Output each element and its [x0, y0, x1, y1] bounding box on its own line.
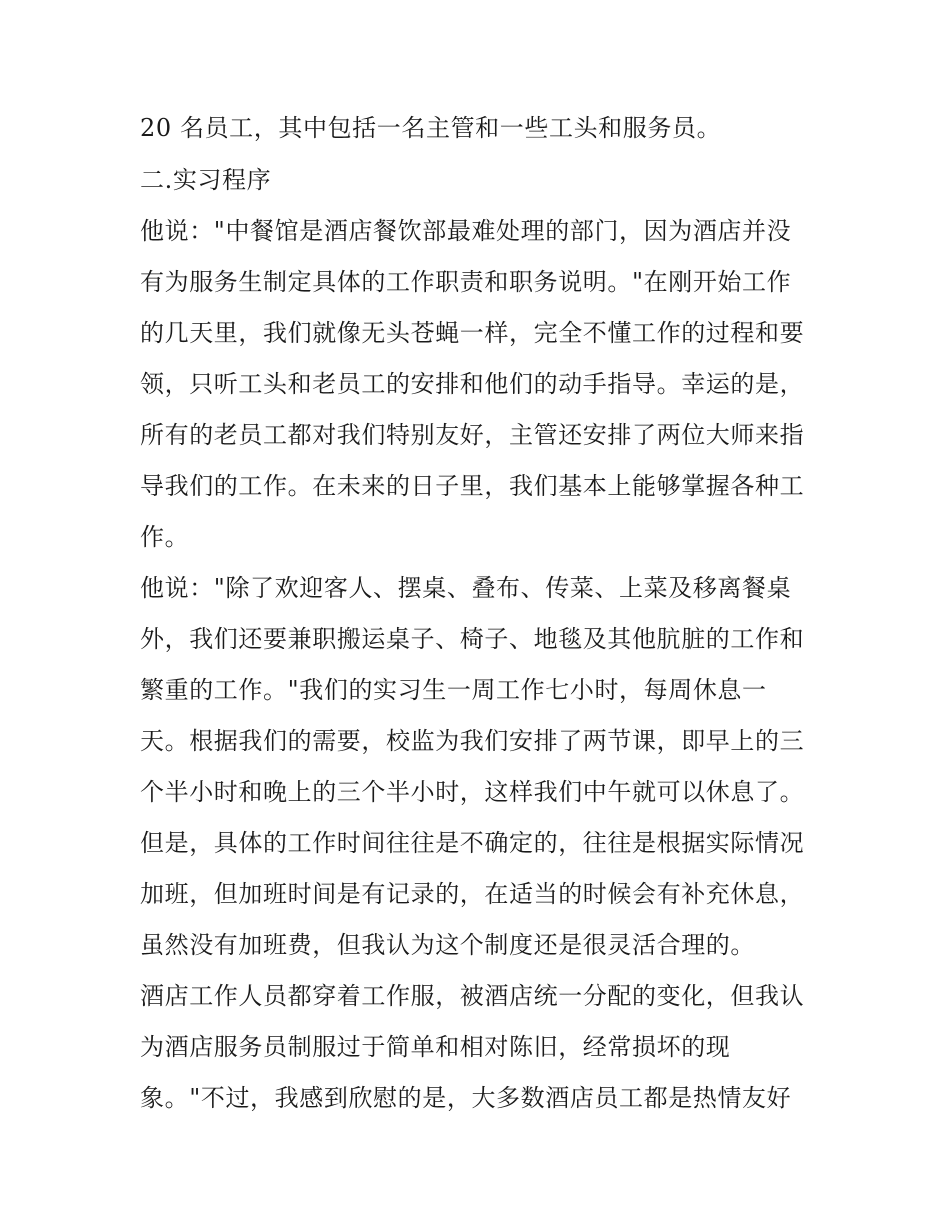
text-line: 的几天里，我们就像无头苍蝇一样，完全不懂工作的过程和要 — [140, 319, 805, 347]
text-line: 他说："除了欢迎客人、摆桌、叠布、传菜、上菜及移离餐桌 — [140, 574, 792, 602]
text-line: 有为服务生制定具体的工作职责和职务说明。"在刚开始工作 — [140, 268, 792, 296]
text-line: 加班，但加班时间是有记录的，在适当的时候会有补充休息， — [140, 880, 805, 908]
text-line: 繁重的工作。"我们的实习生一周工作七小时，每周休息一 — [140, 676, 767, 704]
text-line: 领，只听工头和老员工的安排和他们的动手指导。幸运的是， — [140, 370, 805, 398]
text-line: 象。"不过，我感到欣慰的是，大多数酒店员工都是热情友好 — [140, 1084, 792, 1112]
text-line: 个半小时和晚上的三个半小时，这样我们中午就可以休息了。 — [140, 778, 805, 806]
text-line: 作。 — [140, 523, 190, 551]
text-line: 酒店工作人员都穿着工作服，被酒店统一分配的变化，但我认 — [140, 982, 805, 1010]
text-line: 虽然没有加班费，但我认为这个制度还是很灵活合理的。 — [140, 931, 755, 959]
text-line: 外，我们还要兼职搬运桌子、椅子、地毯及其他肮脏的工作和 — [140, 625, 805, 653]
text-line: 导我们的工作。在未来的日子里，我们基本上能够掌握各种工 — [140, 472, 805, 500]
text-line: 为酒店服务员制服过于简单和相对陈旧，经常损坏的现 — [140, 1033, 731, 1061]
section-heading: 二.实习程序 — [140, 166, 272, 194]
text-line: 所有的老员工都对我们特别友好，主管还安排了两位大师来指 — [140, 421, 805, 449]
text-line: 但是，具体的工作时间往往是不确定的，往往是根据实际情况 — [140, 829, 805, 857]
text-line: 他说："中餐馆是酒店餐饮部最难处理的部门，因为酒店并没 — [140, 217, 792, 245]
text-line: 20 名员工，其中包括一名主管和一些工头和服务员。 — [140, 114, 722, 142]
text-line: 天。根据我们的需要，校监为我们安排了两节课，即早上的三 — [140, 727, 805, 755]
